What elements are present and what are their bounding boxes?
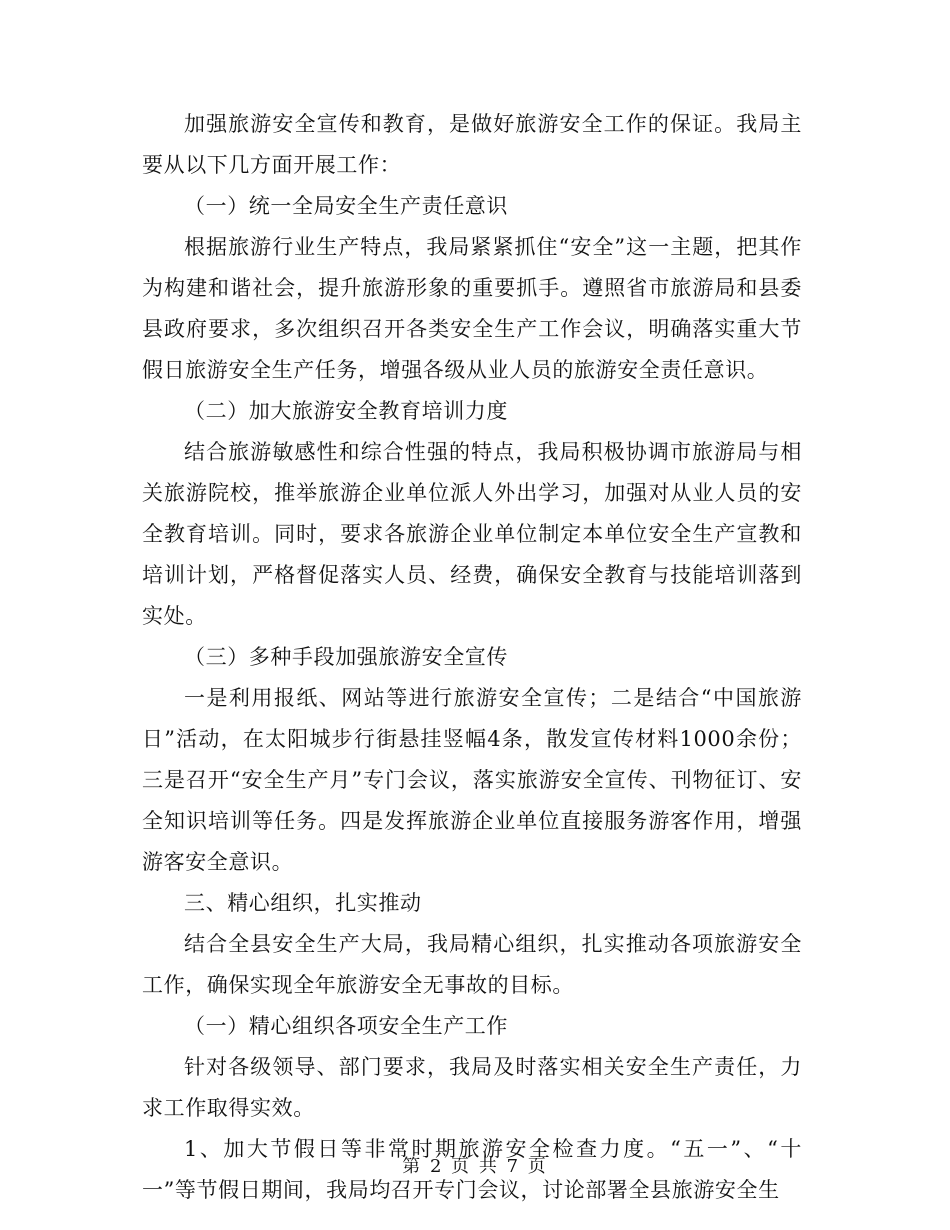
section-heading: （二）加大旅游安全教育培训力度 [184, 399, 508, 423]
section-heading: （三）多种手段加强旅游安全宣传 [184, 645, 508, 669]
paragraph: 加强旅游安全宣传和教育，是做好旅游安全工作的保证。我局主要从以下几方面开展工作： [142, 112, 802, 177]
paragraph: 结合全县安全生产大局，我局精心组织，扎实推动各项旅游安全工作，确保实现全年旅游安全无事故的目标。 [142, 932, 802, 997]
section-heading: （一）统一全局安全生产责任意识 [184, 194, 508, 218]
page-number-footer: 第 2 页 共 7 页 [402, 1156, 548, 1177]
document-body [142, 104, 802, 1211]
paragraph: 针对各级领导、部门要求，我局及时落实相关安全生产责任，力求工作取得实效。 [142, 1055, 802, 1120]
paragraph: 结合旅游敏感性和综合性强的特点，我局积极协调市旅游局与相关旅游院校，推举旅游企业单位派人外出学习，加强对从业人员的安全教育培训。同时，要求各旅游企业单位制定本单位安全生产宣教和培训计划，严格督促落实人员、经费，确保安全教育与技能培训落到实处。 [142, 440, 802, 628]
paragraph: 一是利用报纸、网站等进行旅游安全宣传；二是结合“中国旅游日”活动，在太阳城步行街悬挂竖幅4条，散发宣传材料1000余份；三是召开“安全生产月”专门会议，落实旅游安全宣传、刊物征订、安全知识培训等任务。四是发挥旅游企业单位直接服务游客作用，增强游客安全意识。 [142, 686, 802, 874]
section-heading: （一）精心组织各项安全生产工作 [184, 1014, 508, 1038]
paragraph: 1、加大节假日等非常时期旅游安全检查力度。“五一”、“十一”等节假日期间，我局均召开专门会议，讨论部署全县旅游安全生 [142, 1137, 802, 1202]
section-heading: 三、精心组织，扎实推动 [184, 891, 422, 915]
paragraph: 根据旅游行业生产特点，我局紧紧抓住“安全”这一主题，把其作为构建和谐社会，提升旅游形象的重要抓手。遵照省市旅游局和县委县政府要求，多次组织召开各类安全生产工作会议，明确落实重大节假日旅游安全生产任务，增强各级从业人员的旅游安全责任意识。 [142, 235, 802, 382]
